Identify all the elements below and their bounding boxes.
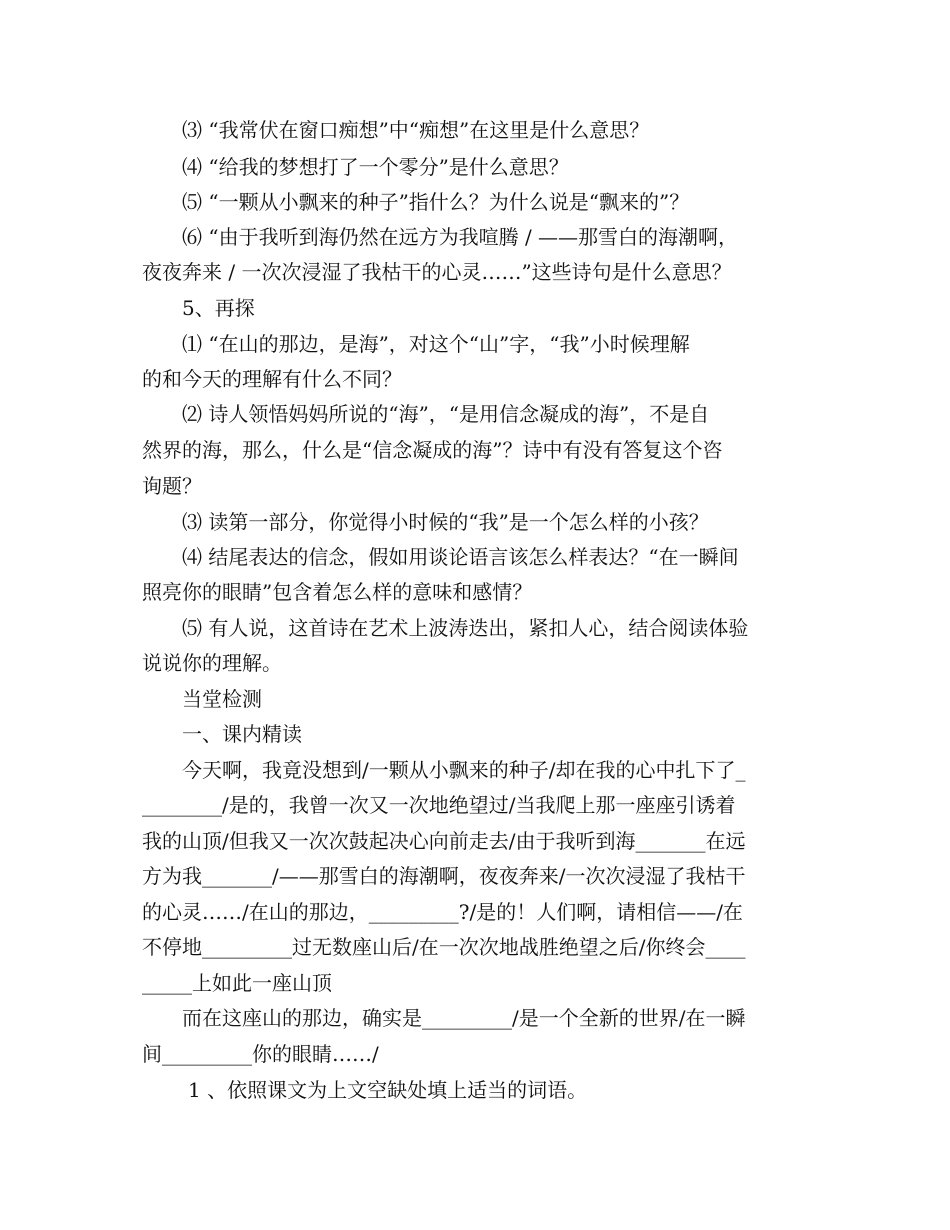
text-line: ⑶ 读第一部分，你觉得小时候的“我”是一个怎么样的小孩？ [182, 510, 709, 534]
text-line: 间_________你的眼睛……/ [142, 1042, 379, 1066]
text-line: 而在这座山的那边，确实是_________/是一个全新的世界/在一瞬 [182, 1006, 746, 1030]
text-line: ⑴ “在山的那边，是海”，对这个“山”字，“我”小时候理解 [182, 332, 690, 356]
text-line: ⑷ 结尾表达的信念，假如用谈论语言该怎么样表达？“在一瞬间 [182, 545, 739, 569]
text-line: 的和今天的理解有什么不同？ [142, 367, 402, 391]
text-line: ⑶ “我常伏在窗口痴想”中“痴想”在这里是什么意思？ [182, 118, 650, 142]
text-line: ⑸ “一颗从小飘来的种子”指什么？为什么说是“飘来的”？ [182, 190, 690, 214]
text-line: 方为我_______/——那雪白的海潮啊，夜夜奔来/一次次浸湿了我枯干 [142, 864, 746, 888]
text-line: 的心灵……/在山的那边，_________?/是的！人们啊，请相信——/在 [142, 900, 743, 924]
text-line: 然界的海，那么，什么是“信念凝成的海”？诗中有没有答复这个咨 [142, 438, 723, 462]
text-line: ⑸ 有人说，这首诗在艺术上波涛迭出，紧扣人心，结合阅读体验 [182, 616, 749, 640]
text-line: ⑵ 诗人领悟妈妈所说的“海”，“是用信念凝成的海”，不是自 [182, 402, 710, 426]
section-heading: 5、再探 [182, 296, 255, 320]
text-line: 我的山顶/但我又一次次鼓起决心向前走去/由于我听到海_______在远 [142, 829, 746, 853]
text-line: 询题？ [142, 474, 202, 498]
text-line: ________/是的，我曾一次又一次地绝望过/当我爬上那一座座引诱着 [142, 793, 736, 817]
section-heading: 一、课内精读 [182, 722, 302, 746]
text-line: 今天啊，我竟没想到/一颗从小飘来的种子/却在我的心中扎下了_ [182, 758, 746, 782]
text-line: ⑹ “由于我听到海仍然在远方为我喧腾 / ——那雪白的海潮啊， [182, 225, 739, 249]
text-line: _____上如此一座山顶 [142, 971, 332, 995]
text-line: ⑷ “给我的梦想打了一个零分”是什么意思？ [182, 155, 569, 179]
text-line: 说说你的理解。 [142, 651, 282, 675]
text-line: 不停地_________过无数座山后/在一次次地战胜绝望之后/你终会____ [142, 935, 746, 959]
section-heading: 当堂检测 [182, 687, 262, 711]
text-line: 照亮你的眼睛”包含着怎么样的意味和感情？ [142, 580, 533, 604]
question-line: 1 、依照课文为上文空缺处填上适当的词语。 [188, 1078, 588, 1102]
text-line: 夜夜奔来 / 一次次浸湿了我枯干的心灵……”这些诗句是什么意思？ [142, 260, 732, 284]
